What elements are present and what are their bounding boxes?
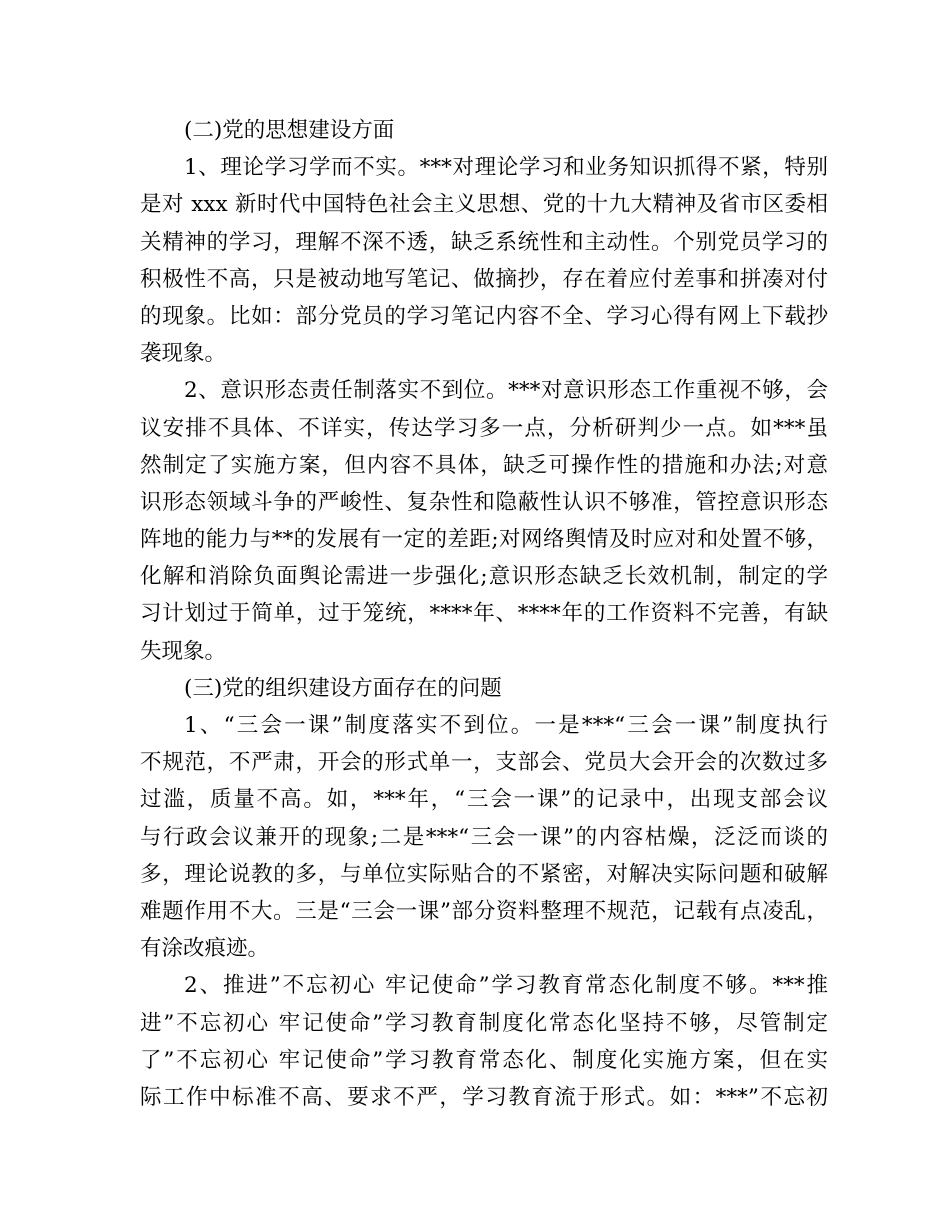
text-line: 2、意识形态责任制落实不到位。***对意识形态工作重视不够，会 [184,378,828,404]
text-line: 1、理论学习学而不实。***对理论学习和业务知识抓得不紧，特别 [184,155,828,181]
text-line: 议安排不具体、不详实，传达学习多一点，分析研判少一点。如***虽 [140,415,828,441]
text-line: 关精神的学习，理解不深不透，缺乏系统性和主动性。个别党员学习的 [140,229,828,255]
document-page [140,112,828,1116]
text-line: 阵地的能力与**的发展有一定的差距;对网络舆情及时应对和处置不够， [140,527,828,553]
text-line: 难题作用不大。三是“三会一课”部分资料整理不规范，记载有点凌乱， [140,898,828,924]
text-line: 习计划过于简单，过于笼统，****年、****年的工作资料不完善，有缺 [140,601,828,627]
text-line: 1、“三会一课”制度落实不到位。一是***“三会一课”制度执行 [184,713,828,738]
text-line: 失现象。 [140,638,227,664]
text-line: (三)党的组织建设方面存在的问题 [184,675,502,701]
text-line: 过滥，质量不高。如，***年，“三会一课”的记录中，出现支部会议 [140,787,828,813]
text-line: 多，理论说教的多，与单位实际贴合的不紧密，对解决实际问题和破解 [140,861,828,887]
text-line: 不规范，不严肃，开会的形式单一，支部会、党员大会开会的次数过多 [140,750,828,776]
text-line: (二)党的思想建设方面 [184,118,395,143]
text-line: 际工作中标准不高、要求不严，学习教育流于形式。如：***”不忘初 [140,1084,828,1110]
text-line: 识形态领域斗争的严峻性、复杂性和隐蔽性认识不够准，管控意识形态 [140,489,828,515]
text-line: 与行政会议兼开的现象;二是***“三会一课”的内容枯燥，泛泛而谈的 [140,824,828,850]
text-line: 2、推进”不忘初心 牢记使命”学习教育常态化制度不够。***推 [184,973,828,999]
text-line: 有涂改痕迹。 [140,936,270,962]
text-line: 的现象。比如：部分党员的学习笔记内容不全、学习心得有网上下载抄 [140,303,828,329]
text-line: 然制定了实施方案，但内容不具体，缺乏可操作性的措施和办法;对意 [140,452,828,478]
text-line: 了”不忘初心 牢记使命”学习教育常态化、制度化实施方案，但在实 [140,1047,828,1073]
text-line: 进”不忘初心 牢记使命”学习教育制度化常态化坚持不够，尽管制定 [140,1010,828,1036]
text-line: 积极性不高，只是被动地写笔记、做摘抄，存在着应付差事和拼凑对付 [140,266,828,292]
text-line: 袭现象。 [140,341,227,367]
text-line: 化解和消除负面舆论需进一步强化;意识形态缺乏长效机制，制定的学 [140,564,828,590]
text-line: 是对 xxx 新时代中国特色社会主义思想、党的十九大精神及省市区委相 [140,192,828,218]
